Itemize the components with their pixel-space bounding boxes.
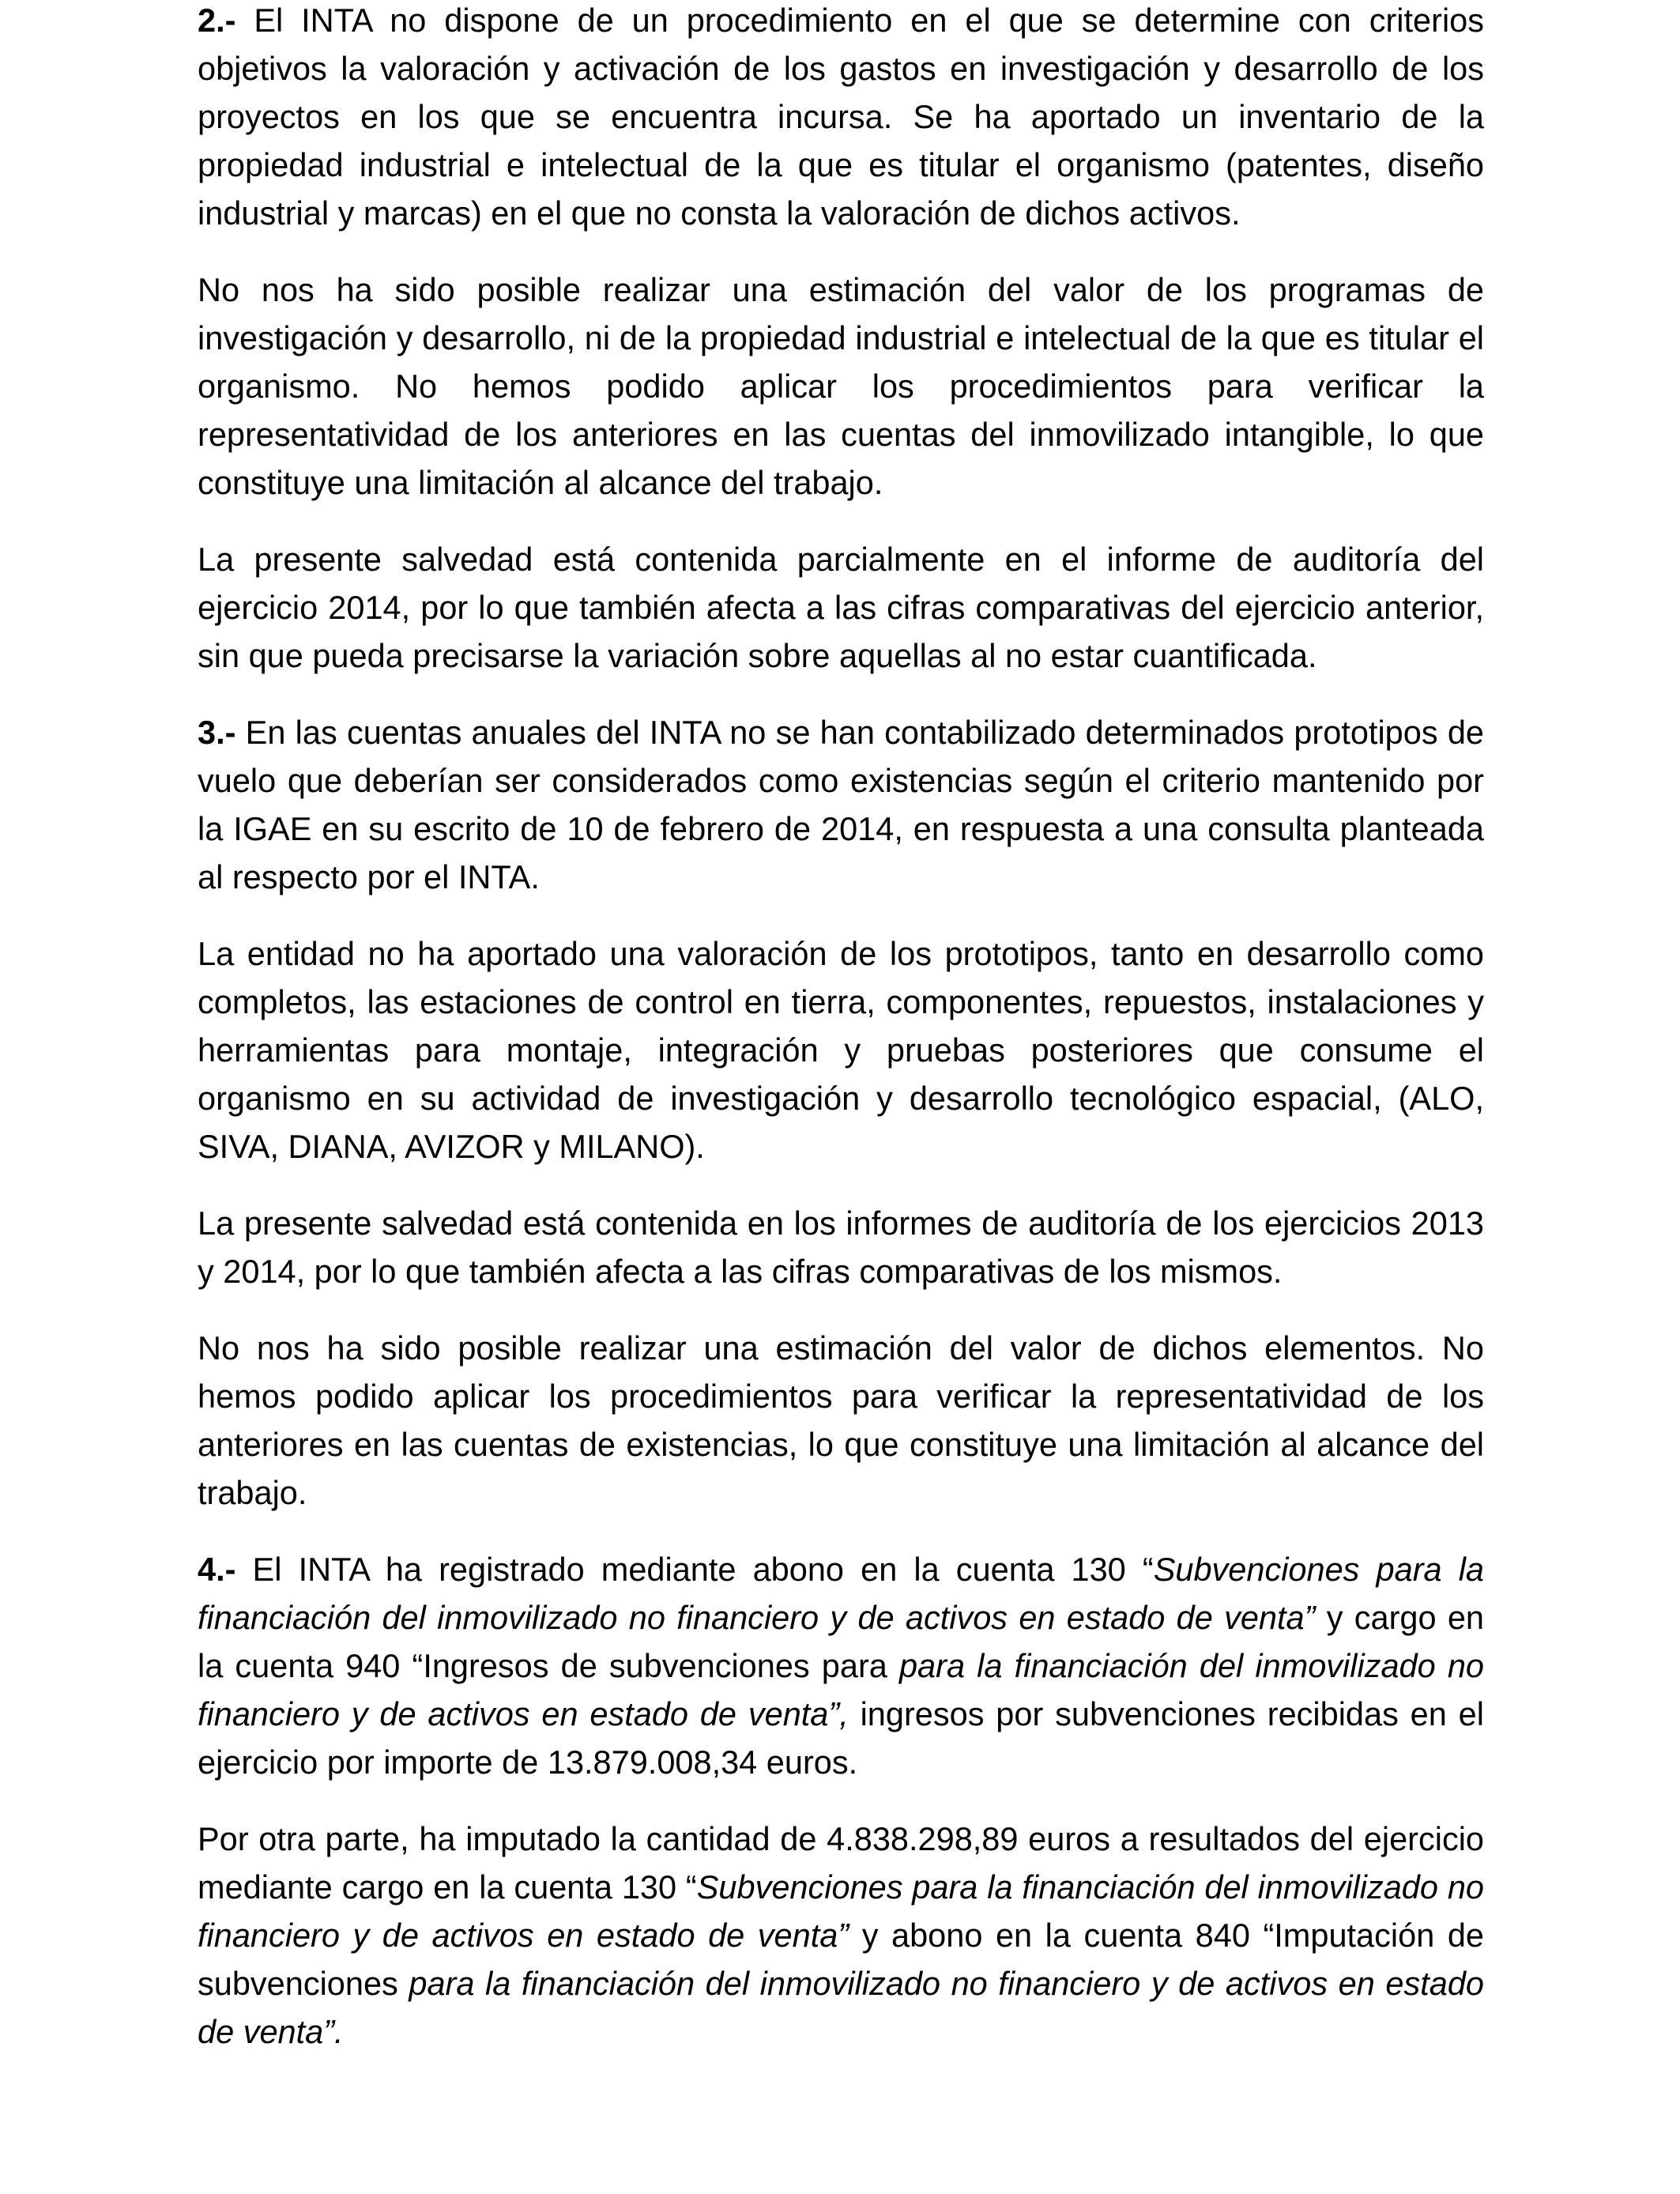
paragraph-3-text: En las cuentas anuales del INTA no se han contabilizado determinados prototipos de vuelo que deberían ser considerados como existencias según el criterio mantenido por la IGAE en su escrito de 10 de febrero de 2014, en respuesta a una consulta planteada al respecto por el INTA. [198, 714, 1484, 895]
paragraph-4b-italic-2: para la financiación del inmovilizado no financiero y de activos en estado de venta”. [198, 1965, 1485, 2050]
paragraph-3-limitation: No nos ha sido posible realizar una estimación del valor de dichos elementos. No hemos podido aplicar los procedimientos para verificar la representatividad de los anteriores en las cuentas de existencias, lo que constituye una limitación al alcance del trabajo. [198, 1329, 1484, 1511]
paragraph-2-text: El INTA no dispone de un procedimiento en el que se determine con criterios objetivos la valoración y activación de los gastos en investigación y desarrollo de los proyectos en los que se encuentra incursa. Se ha aportado un inventario de la propiedad industrial e intelectual de la que es titular el organismo (patentes, diseño industrial y marcas) en el que no consta la valoración de dichos activos. [198, 2, 1484, 232]
paragraph-3 [198, 708, 1484, 901]
paragraph-4b-text-1: Por otra parte, ha imputado la cantidad de 4.838.298,89 euros a resultados del ejercicio mediante cargo en la cuenta 130 “ [198, 1820, 1484, 1906]
paragraph-2-limitation: No nos ha sido posible realizar una estimación del valor de los programas de investigación y desarrollo, ni de la propiedad industrial e intelectual de la que es titular el organismo. No hemos podido aplicar los procedimientos para verificar la representatividad de los anteriores en las cuentas del inmovilizado intangible, lo que constituye una limitación al alcance del trabajo. [198, 271, 1484, 501]
paragraph-4-text-3: ingresos por subvenciones recibidas en el ejercicio por importe de 13.879.008,34 euros. [198, 1695, 1484, 1781]
section-number-4: 4.- [198, 1551, 236, 1588]
paragraph-4-imputacion [198, 1815, 1484, 2056]
paragraph-3-valoracion: La entidad no ha aportado una valoración de los prototipos, tanto en desarrollo como completos, las estaciones de control en tierra, componentes, repuestos, instalaciones y herramientas para montaje, integración y pruebas posteriores que consume el organismo en su actividad de investigación y desarrollo tecnológico espacial, (ALO, SIVA, DIANA, AVIZOR y MILANO). [198, 935, 1484, 1165]
paragraph-4-italic-2: para la financiación del inmovilizado no financiero y de activos en estado de venta”, [198, 1647, 1484, 1732]
paragraph-4b-italic-1: Subvenciones para la financiación del inmovilizado no financiero y de activos en estado de venta” [198, 1868, 1484, 1954]
paragraph-4b-text-2: y abono en la cuenta 840 “Imputación de subvenciones [198, 1917, 1484, 2002]
paragraph-2-salvedad: La presente salvedad está contenida parcialmente en el informe de auditoría del ejercicio 2014, por lo que también afecta a las cifras comparativas del ejercicio anterior, sin que pueda precisarse la variación sobre aquellas al no estar cuantificada. [198, 541, 1484, 674]
paragraph-4-text-1: El INTA ha registrado mediante abono en la cuenta 130 “ [235, 1551, 1154, 1588]
section-number-3: 3.- [198, 714, 236, 751]
paragraph-4-text-2: y cargo en la cuenta 940 “Ingresos de subvenciones para [198, 1599, 1485, 1684]
document-page [198, 0, 1484, 2056]
paragraph-4 [198, 1545, 1484, 1786]
section-number-2: 2.- [198, 2, 236, 39]
paragraph-2 [198, 0, 1484, 237]
paragraph-3-salvedad: La presente salvedad está contenida en los informes de auditoría de los ejercicios 2013 y 2014, por lo que también afecta a las cifras comparativas de los mismos. [198, 1204, 1484, 1290]
paragraph-4-italic-1: Subvenciones para la financiación del inmovilizado no financiero y de activos en estado de venta” [198, 1551, 1485, 1636]
